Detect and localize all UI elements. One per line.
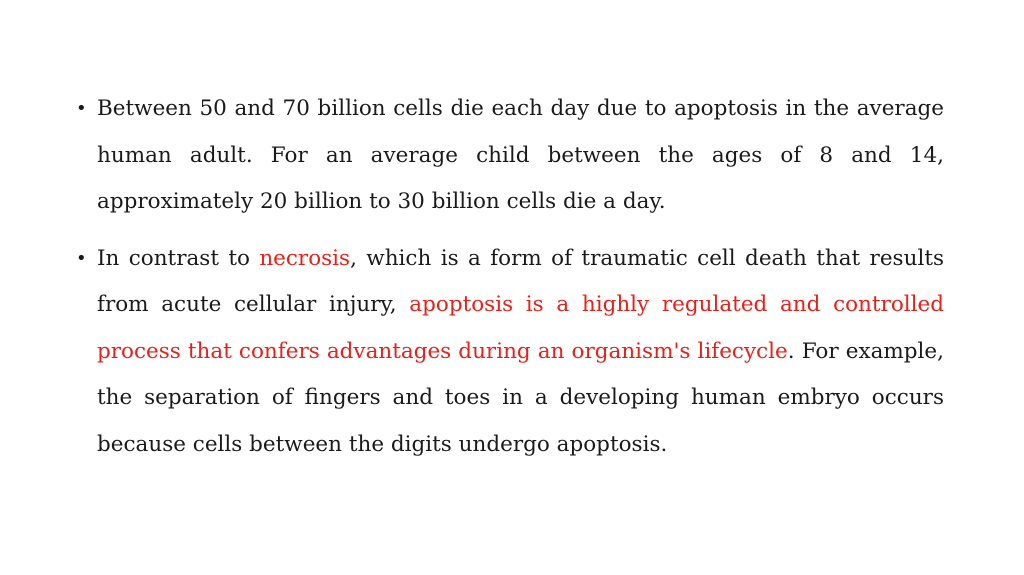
bullet-marker: • — [76, 247, 87, 269]
highlight-necrosis: necrosis — [259, 245, 351, 271]
highlight-apoptosis-definition: apoptosis is a highly regulated and controlled process that confers advantages during an organism's lifecycle — [97, 292, 944, 364]
bullet-text-part-1: In contrast to — [97, 245, 260, 271]
bullet-item-apoptosis-count — [76, 86, 944, 226]
bullet-list — [76, 86, 944, 478]
bullet-text: Between 50 and 70 billion cells die each day due to apoptosis in the average human adult. For an average child between the ages of 8 and 14, approximately 20 billion to 30 billion cells die a day. — [97, 96, 944, 214]
bullet-marker: • — [76, 98, 87, 119]
bullet-item-necrosis-contrast — [76, 236, 944, 469]
bullet-text-part-3: . For example, the separation of fingers and toes in a developing human embryo occurs because cells between the digits undergo apoptosis. — [97, 338, 944, 457]
bullet-text-part-2: , which is a form of traumatic cell death that results from acute cellular injury, — [97, 245, 944, 317]
